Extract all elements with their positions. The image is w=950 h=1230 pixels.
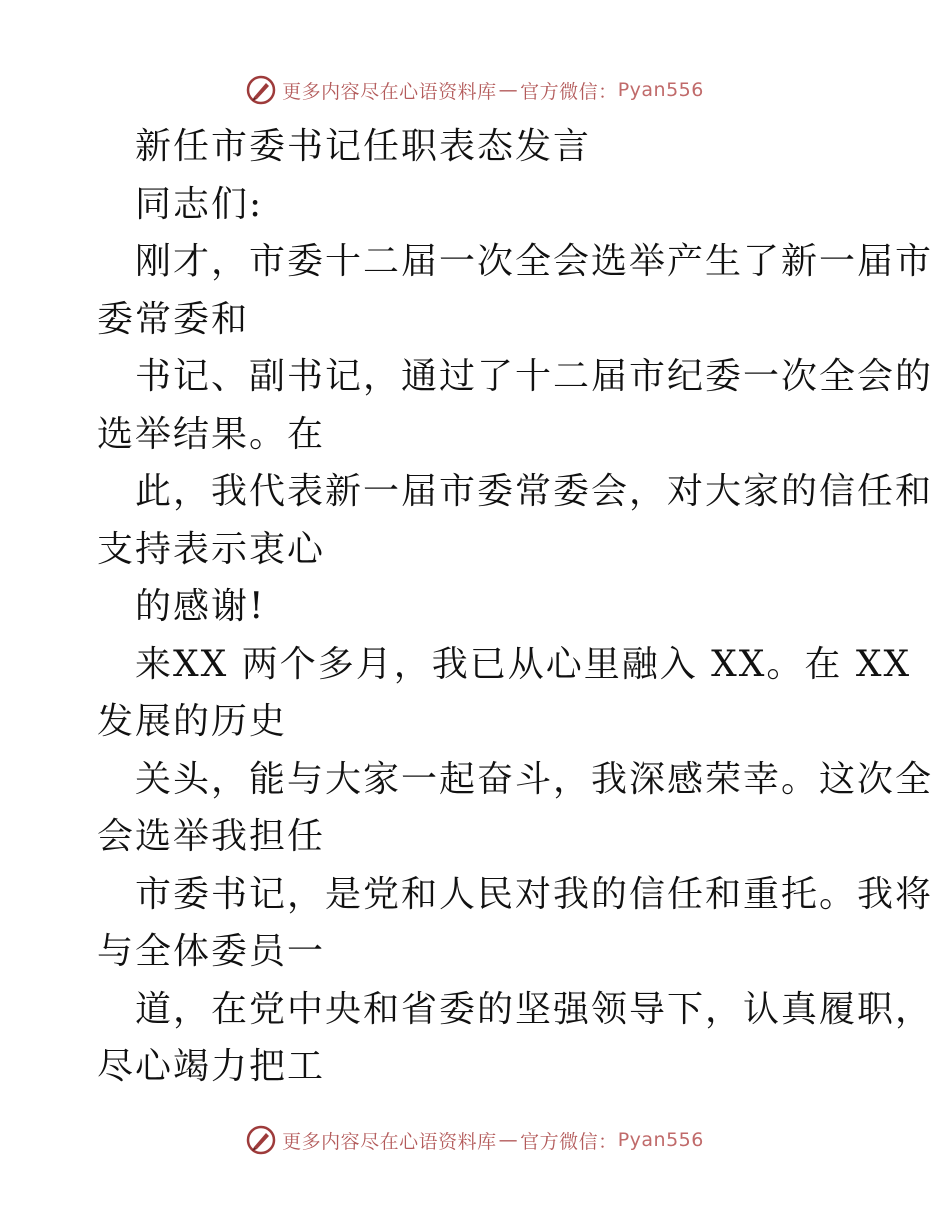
text-line: 刚才，市委十二届一次全会选举产生了新一届市 bbox=[135, 241, 934, 282]
document-body bbox=[97, 118, 934, 1096]
banner-label: 官方微信： bbox=[520, 1130, 618, 1153]
banner-dash: — bbox=[498, 79, 519, 101]
banner-dash: — bbox=[498, 1129, 519, 1151]
text-line: 尽心竭力把工 bbox=[97, 1046, 326, 1087]
text-line: 此，我代表新一届市委常委会，对大家的信任和 bbox=[135, 471, 934, 512]
banner-label: 官方微信： bbox=[520, 80, 618, 103]
pen-logo-icon bbox=[246, 75, 276, 105]
pen-logo-icon bbox=[246, 1125, 276, 1155]
watermark-banner bbox=[246, 1125, 704, 1155]
text-line: 发展的历史 bbox=[97, 701, 288, 742]
banner-handle: Pyan556 bbox=[617, 79, 704, 101]
text-line: 来XX 两个多月，我已从心里融入 XX。在 XX bbox=[135, 643, 912, 685]
page-header-banner bbox=[0, 70, 950, 110]
banner-text: 更多内容尽在心语资料库 bbox=[282, 1130, 497, 1153]
text-line: 市委书记，是党和人民对我的信任和重托。我将 bbox=[135, 873, 934, 915]
text-line: 的感谢! bbox=[135, 586, 266, 627]
text-line: 支持表示衷心 bbox=[97, 528, 326, 570]
document-title: 新任市委书记任职表态发言 bbox=[135, 126, 592, 167]
text-line: 道，在党中央和省委的坚强领导下，认真履职， bbox=[135, 988, 934, 1030]
watermark-banner bbox=[246, 75, 704, 105]
text-line: 关头，能与大家一起奋斗，我深感荣幸。这次全 bbox=[135, 758, 934, 800]
text-line: 与全体委员一 bbox=[97, 931, 326, 972]
text-line: 委常委和 bbox=[97, 298, 250, 340]
text-line: 书记、副书记，通过了十二届市纪委一次全会的 bbox=[135, 356, 934, 397]
text-line: 选举结果。在 bbox=[97, 413, 326, 455]
text-line: 同志们: bbox=[135, 183, 264, 225]
text-line: 会选举我担任 bbox=[97, 816, 326, 857]
page-footer-banner bbox=[0, 1120, 950, 1160]
banner-text: 更多内容尽在心语资料库 bbox=[282, 80, 497, 103]
banner-handle: Pyan556 bbox=[617, 1129, 704, 1151]
